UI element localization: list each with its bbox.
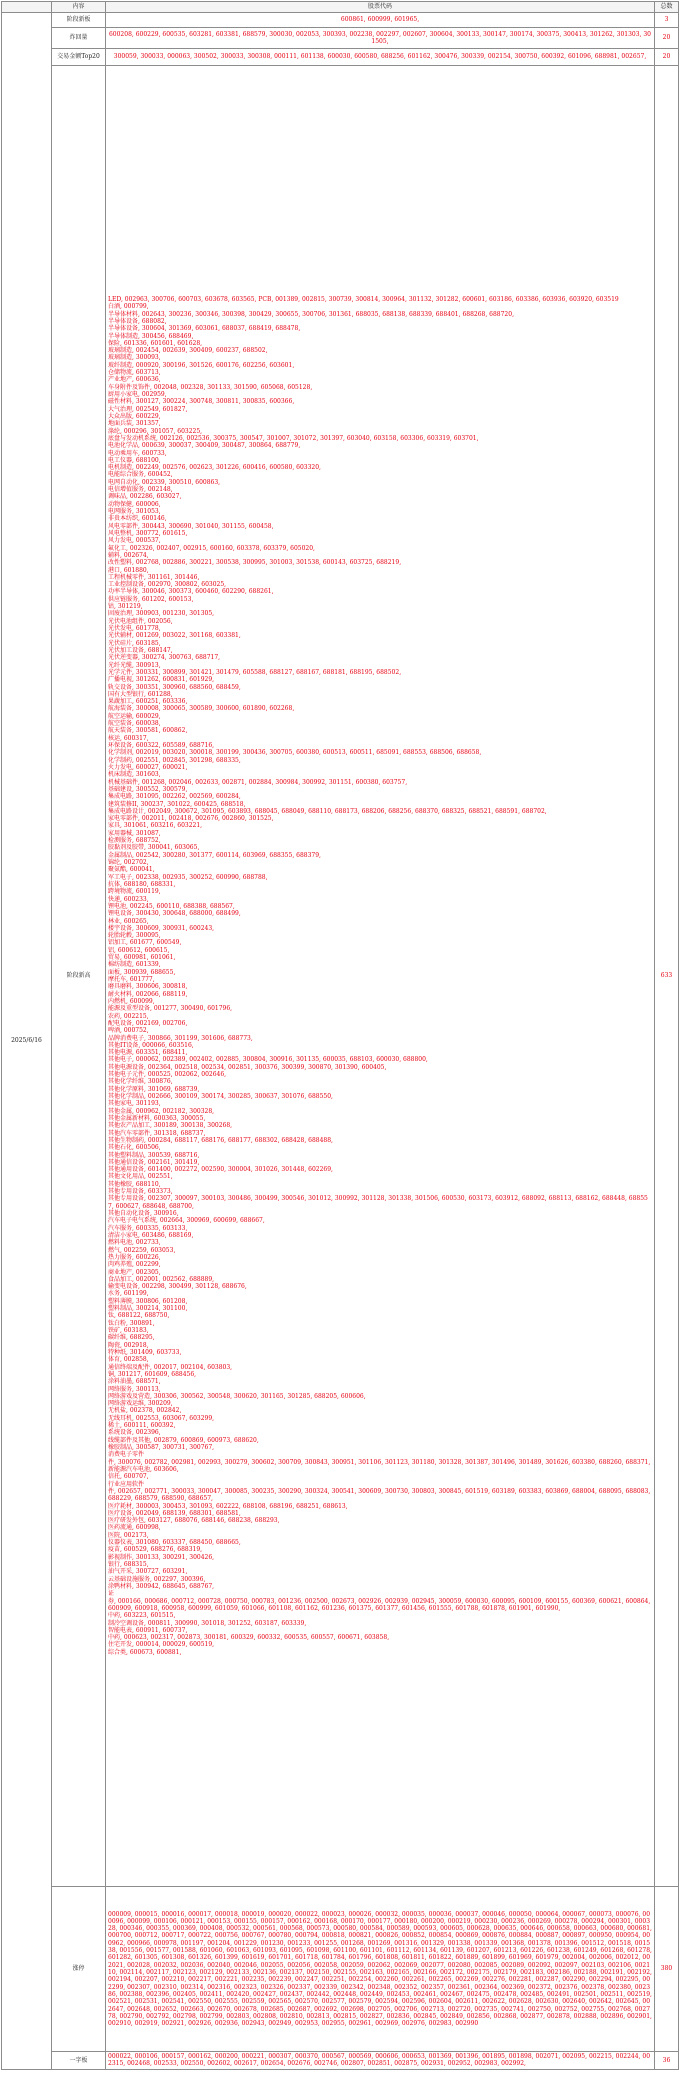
codes-limit-up: 000009, 000015, 000016, 000017, 000018, 000019, 000020, 000022, 000023, 000026, 000032, 000035, 000036, 000037, 000046, 000050, 000064, 000067, 000073, 000076, 000096, 000099, 000106, 000121, 000153, 000155, 000157, 000162, 000168, 000170, 000177, 000180, 000200, 000219, 000230, 000236, 000269, 000278, 000294, 000301, 000328, 000346, 000355, 000369, 000408, 000532, 000561, 000568, 000573, 000580, 000584, 000589, 000593, 000605, 000628, 000635, 000646, 000658, 000663, 000680, 000681, 000700, 000712, 000717, 000722, 000756, 000767, 000780, 000794, 000818, 000821, 000826, 000852, 000854, 000869, 000876, 000884, 000887, 000897, 000950, 000954, 000962, 000966, 000978, 001197, 001204, 001229, 001230, 001233, 001255, 001268, 001269, 001316, 001329, 001338, 001339, 001368, 001378, 001396, 001512, 001518, 001538, 001556, 001577, 001588, 601060, 601063, 601093, 601095, 601098, 601100, 601101, 601112, 601134, 601139, 601207, 601213, 601226, 601238, 601249, 601268, 601278, 601282, 601305, 601308, 601326, 601399, 601619, 601701, 601718, 601784, 601796, 601808, 601811, 601822, 601889, 601899, 601969, 601979, 002004, 002006, 002012, 002021, 002028, 002032, 002036, 002040, 002046, 002055, 002056, 002058, 002059, 002062, 002069, 002077, 002080, 002085, 002089, 002092, 002097, 002103, 002106, 002110, 002114, 002117, 002123, 002129, 002133, 002136, 002137, 002150, 002155, 002163, 002165, 002166, 002172, 002175, 002179, 002183, 002186, 002188, 002191, 002192, 002194, 002207, 002210, 002217, 002221, 002235, 002239, 002247, 002251, 002254, 002260, 002261, 002265, 002269, 002276, 002281, 002287, 002290, 002294, 002295, 002299, 002307, 002310, 002314, 002316, 002323, 002326, 002337, 002339, 002342, 002348, 002352, 002357, 002361, 002364, 002369, 002372, 002376, 002378, 002380, 002386, 002388, 002396, 002405, 002411, 002420, 002427, 002437, 002442, 002448, 002449, 002453, 002461, 002467, 002475, 002478, 002485, 002491, 002501, 002511, 002519, 002521, 002531, 002541, 002550, 002555, 002559, 002565, 002570, 002577, 002579, 002594, 002596, 002604, 002611, 002622, 002628, 002630, 002640, 002642, 002645, 002647, 002648, 002652, 002663, 002670, 002678, 002685, 002687, 002692, 002698, 002705, 002706, 002713, 002720, 002735, 002741, 002750, 002752, 002755, 002768, 002778, 002790, 002792, 002798, 002799, 002803, 002808, 002810, 002813, 002815, 002827, 002836, 002845, 002849, 002856, 002868, 002877, 002878, 002888, 002896, 002901, 002910, 002919, 002921, 002926, 002936, 002943, 002949, 002953, 002955, 002961, 002969, 002976, 002983, 002990 xyxy=(106,1887,655,2052)
sector-line: 其他农产品加工, 300189, 300138, 300268, xyxy=(108,1122,233,1130)
sector-line: 白酒, 000799, xyxy=(108,303,149,311)
sector-line: 商业地产, 002305, xyxy=(108,1268,161,1276)
header-codes: 股票代码 xyxy=(106,2,655,13)
sector-line: 玻璃制造, 300093, xyxy=(108,354,161,362)
sector-line: 工程机械零件, 301161, 301446, xyxy=(108,573,200,581)
sector-line: 云基础设施服务, 002297, 300396, xyxy=(108,1575,206,1583)
sector-line: 清洁小家电, 603486, 688169, xyxy=(108,1231,194,1239)
sector-line: 大众出版, 600229, xyxy=(108,412,161,420)
sector-line: 供应链服务, 601202, 600153, xyxy=(108,595,194,603)
sector-line: 林业, 600265, xyxy=(108,917,149,925)
sector-line: 银行, 688315, xyxy=(108,1561,149,1568)
sector-line: 铁矿, 603183, xyxy=(108,1327,149,1334)
sector-line: 耐火材料, 002066, 688119, xyxy=(108,990,188,998)
sector-line: 铝, 600612, 600615, xyxy=(108,946,170,954)
sector-line: 棉纺制造, 601339, xyxy=(108,961,161,969)
sector-line: 通信终端及配件, 002017, 002104, 603803, xyxy=(108,1363,233,1371)
sector-line: 证 xyxy=(108,1590,115,1598)
sector-line: 其他电子元件, 000525, 002062, 002646, xyxy=(108,1071,227,1079)
sector-line: 塑料薄膜, 300806, 601208, xyxy=(108,1297,188,1305)
sector-line: 其他IT设备, 000066, 603516, xyxy=(108,1041,194,1049)
row-one-word-board xyxy=(2,2052,679,2070)
sector-line: 玻璃制造, 002454, 002639, 300409, 600237, 688502, xyxy=(108,347,268,355)
sector-line: 动物保健, 600006, xyxy=(108,500,161,508)
sector-line: 塑料制品, 300214, 301100, xyxy=(108,1305,188,1313)
sector-line: 玻纤制造, 000920, 300196, 301526, 600176, 602256, 603601, xyxy=(108,361,295,369)
sector-line: 陶瓷, 002918, xyxy=(108,1341,149,1349)
sector-line: 汽车服务, 600335, 603133, xyxy=(108,1224,188,1232)
sector-line: 中药, 000623, 002317, 002873, 300181, 600329, 600332, 600535, 600557, 600671, 603858, xyxy=(108,1634,390,1642)
sector-line: 疫苗, 600529, 688276, 688319, xyxy=(108,1546,203,1554)
sector-line: 锦纶, 002702, xyxy=(108,859,149,866)
sector-line: 风力发电, 000537, xyxy=(108,537,161,545)
sector-line: 电动乘用车, 600733, xyxy=(108,449,167,457)
sector-line: 面板, 300939, 688655, xyxy=(108,968,176,976)
sector-line: 中药, 603223, 601515, xyxy=(108,1612,176,1620)
sector-line: 电信增值服务, 002148, xyxy=(108,486,173,494)
sector-line: 功率半导体, 300046, 300373, 600460, 602290, 688261, xyxy=(108,588,274,596)
sector-line: 燃气, 002259, 603053, xyxy=(108,1246,176,1254)
sector-line: 底盘与发动机系统, 002126, 002536, 300375, 300547, 301007, 301072, 301397, 603040, 603158, 603306, 603319, 603701, xyxy=(108,434,479,442)
sector-line: 车身附件及饰件, 002048, 002328, 301133, 301590, 605068, 605128, xyxy=(108,383,313,391)
sector-line: 医疗研发外包, 603127, 688076, 688146, 688238, 688293, xyxy=(108,1517,280,1525)
sector-line: 检测服务, 688752, xyxy=(108,837,161,845)
sector-line: 啤酒, 000752, xyxy=(108,1027,149,1035)
stock-summary-table xyxy=(1,1,679,2070)
sector-line: 涂料油墨, 688571, xyxy=(108,1378,161,1386)
sector-line: 环保设备, 600322, 605589, 688716, xyxy=(108,742,215,749)
sector-line: 火力发电, 600027, 600021, xyxy=(108,763,188,771)
label-fail-back: 炸回量 xyxy=(52,28,106,49)
row-fail-back xyxy=(2,28,679,49)
total-volume-top20: 20 xyxy=(655,49,679,66)
sector-line: 其他化学制品, 002666, 300109, 300174, 300285, 300637, 301076, 688550, xyxy=(108,1093,333,1100)
sector-line: 热力服务, 600226, xyxy=(108,1253,161,1261)
sector-line: 特种纸, 301409, 603733, xyxy=(108,1348,182,1356)
sector-line: 半导体制造, 300456, 688469, xyxy=(108,332,194,340)
sector-line: 基础建设, 300552, 300579, xyxy=(108,785,188,793)
sector-line: 风电零部件, 300443, 300690, 301040, 301155, 600458, xyxy=(108,522,274,530)
sector-line: 输变电设备, 002298, 300499, 301128, 688676, xyxy=(108,1283,247,1291)
sector-line: 家用器械, 301087, xyxy=(108,829,161,837)
sector-line: 军工电子, 002338, 002935, 300252, 600990, 688788, xyxy=(108,873,268,881)
sector-line: 智能电表, 600911, 600737, xyxy=(108,1626,188,1634)
sector-line: 金属制品, 002542, 300280, 301377, 600114, 603969, 688355, 688379, xyxy=(108,851,321,859)
sector-line: 钴, 301219, xyxy=(108,603,143,611)
sector-line: 仪器仪表, 301080, 603337, 688450, 688665, xyxy=(108,1539,241,1547)
sector-line: 半导体设备, 688082, xyxy=(108,317,167,325)
sector-line: 国有大型银行, 601288, xyxy=(108,690,173,698)
sector-line: 医药流通, 600998, xyxy=(108,1524,161,1532)
sector-line: 电网自动化, 002339, 300510, 600863, xyxy=(108,478,221,486)
sector-line: 电能综合服务, 600452, xyxy=(108,471,173,479)
sector-line: 光伏发电, 601778, xyxy=(108,625,161,632)
total-limit-up: 380 xyxy=(655,1887,679,2052)
sector-line: 其他通信设备, 002161, 301419, xyxy=(108,1158,200,1166)
sector-line: 其他通用设备, 601400, 002272, 002590, 300004, 301026, 301448, 602269, xyxy=(108,1166,333,1174)
total-stage-new-board: 3 xyxy=(655,13,679,28)
sector-line: 无机盐, 002378, 002842, xyxy=(108,1407,182,1415)
sector-line: 家电零部件, 002011, 002418, 002676, 002860, 301525, xyxy=(108,815,274,823)
sector-line: 地面兵装, 301357, xyxy=(108,420,161,428)
sector-line: 半导体设备, 300604, 301369, 603061, 688037, 688419, 688478, xyxy=(108,325,301,333)
sector-line: 产业地产, 600636, xyxy=(108,376,161,384)
sector-line: 住宅开发, 000014, 000029, 600519, xyxy=(108,1641,215,1649)
sector-line: 光伏电池组件, 002056, xyxy=(108,617,173,625)
sector-line: 券, 000166, 000686, 000712, 000728, 000750, 000783, 001236, 002500, 002673, 002926, 002939, 002945, 300059, 600030, 600095, 600109, 600155, 600369, 600621, 600864, 600909, 600918, 600958, 600999, 601059, 601066, 601108, 601162, 601236, 601375, 601377, 601456, 601555, 601788, 601878, 601901, 601990, xyxy=(108,1597,651,1612)
sector-line: 网络游戏及营造, 300306, 300562, 300548, 300620, 301165, 301285, 688205, 600606, xyxy=(108,1392,366,1400)
sector-line: LED, 002963, 300706, 600703, 603678, 603565, PCB, 001389, 002815, 300739, 300814, 300964, 301132, 301282, 600601, 603186, 603386, 603936, 603920, 603519 xyxy=(108,295,619,303)
sector-line: 光伏辅材, 001269, 003022, 301168, 603381, xyxy=(108,632,241,640)
sector-line: 其他专用设备, 603373, xyxy=(108,1188,173,1196)
sector-line: 其他专用设备, 002307, 300097, 300103, 300486, 300499, 300546, 301012, 300992, 301128, 301338, 301506, 600530, 603173, 603912, 688092, 688113, 688162, 688448, 688557, 600627, 688648, 688700, xyxy=(108,1195,648,1210)
sector-line: 件, 002657, 002771, 300033, 300047, 300085, 300235, 300290, 300324, 300541, 300609, 300730, 300803, 300845, 601519, 603189, 603383, 603869, 688004, 688095, 688083, 688229, 688579, 688590, 688657, xyxy=(108,1487,651,1503)
header-content: 内容 xyxy=(52,2,106,13)
label-one-word-board: 一字板 xyxy=(52,2052,106,2070)
sector-line: 橡胶制品, 300587, 300731, 300767, xyxy=(108,1444,215,1451)
sector-line: 农药, 002215, xyxy=(108,1012,149,1020)
sector-line: 贸易, 600981, 601061, xyxy=(108,954,176,962)
sector-line: 非贵本纺织, 600146, xyxy=(108,515,167,523)
sector-line: 碳纤维, 688295, xyxy=(108,1334,155,1342)
sector-line: 食品加工, 002001, 002562, 688889, xyxy=(108,1275,215,1283)
total-one-word-board: 36 xyxy=(655,2052,679,2070)
total-stage-new-high: 633 xyxy=(655,66,679,1887)
sector-line: 电工仪器, 688100, xyxy=(108,456,161,464)
sector-line: 快递, 600233, xyxy=(108,895,149,903)
codes-stage-new-high xyxy=(106,66,655,1887)
sector-line: 医疗设备, 002049, 688139, 688301, 688581, xyxy=(108,1509,241,1517)
sector-line: 医疗耗材, 300003, 300453, 301093, 602222, 688108, 688196, 688251, 688613, xyxy=(108,1502,348,1510)
sector-line: 铜, 301217, 601609, 688456, xyxy=(108,1370,197,1378)
sector-line: 改性塑料, 002768, 002886, 300221, 300538, 300995, 301003, 301538, 600143, 603725, 688219, xyxy=(108,559,402,567)
sector-line: 其他石化, 600506, xyxy=(108,1144,161,1152)
sector-line: 稀土, 600111, 600392, xyxy=(108,1422,176,1430)
sector-line: 核运, 600317, xyxy=(108,734,149,742)
sector-line: 航空装备, 600038, xyxy=(108,720,161,728)
sector-line: 光学元件, 300331, 300899, 301421, 301479, 605588, 688127, 688167, 688181, 688195, 688502, xyxy=(108,668,402,676)
sector-line: 辅料, 002674, xyxy=(108,551,149,559)
sector-line: 仓储物流, 603713, xyxy=(108,369,161,377)
sector-line: 化学制药, 002551, 002845, 301298, 688335, xyxy=(108,756,241,764)
sector-line: 制冷空调设备, 000811, 300990, 301018, 301252, 603187, 603339, xyxy=(108,1619,307,1627)
sector-line: 广播电视, 301262, 600831, 601929, xyxy=(108,676,215,684)
sector-line: 集成电路, 301095, 002262, 002569, 600284, xyxy=(108,793,241,801)
header-blank xyxy=(2,2,52,13)
sector-line: 调味品, 002286, 603027, xyxy=(108,493,182,501)
sector-line: 其他电源, 603351, 688411, xyxy=(108,1049,188,1057)
row-stage-new-board xyxy=(2,13,679,28)
sector-line: 厨用小家电, 002959, xyxy=(108,391,167,398)
sector-line: 网络游戏运维, 300209, xyxy=(108,1400,173,1408)
sector-line: 大气治理, 002549, 601827, xyxy=(108,405,188,413)
sector-line: 其他汽车零部件, 301318, 688737, xyxy=(108,1129,206,1137)
sector-line: 肉鸡养殖, 002299, xyxy=(108,1261,161,1269)
codes-one-word-board: 000022, 000106, 000157, 000162, 000200, 000221, 000307, 000370, 000567, 000569, 000606, 000653, 001369, 001396, 001895, 001898, 002071, 002095, 002215, 002244, 002315, 002468, 002533, 002550, 002602, 002617, 002654, 002676, 002746, 002807, 002851, 002875, 002931, 002952, 002983, 002992, xyxy=(106,2052,655,2070)
sector-line: 能源及重型设备, 001277, 300490, 601796, xyxy=(108,1005,233,1013)
sector-line: 钛, 688122, 688750, xyxy=(108,1312,170,1320)
sector-line: 果蔬加工, 600251, 603336, xyxy=(108,698,188,706)
sector-line: 磁性材料, 300127, 300224, 300748, 300811, 300835, 600366, xyxy=(108,398,295,406)
sector-line: 航天装备, 300581, 600862, xyxy=(108,727,188,735)
sector-line: 无线耳机, 002553, 603067, 603299, xyxy=(108,1414,215,1422)
sector-line: 行业应用软件 xyxy=(108,1480,145,1488)
sector-line: 磨具磨料, 300606, 300818, xyxy=(108,983,188,991)
sector-line: 其他塑料制品, 300539, 688716, xyxy=(108,1151,200,1159)
sector-line: 光伏硅片, 603185, xyxy=(108,639,161,647)
sector-line: 线缆部件及其他, 002879, 600869, 600973, 688620, xyxy=(108,1436,259,1444)
sector-line: 涂鸭材料, 300942, 688645, 688767, xyxy=(108,1582,215,1590)
sector-line: 电网服务, 301053, xyxy=(108,508,161,515)
sector-line: 件, 300076, 002782, 002981, 002993, 300279, 300602, 300709, 300843, 300951, 301106, 301123, 301180, 301328, 301387, 301496, 301489, 301626, 603380, 688260, 688371, xyxy=(108,1458,651,1466)
sector-line: 水务, 601199, xyxy=(108,1290,149,1298)
sector-line: 航海装备, 300008, 300065, 300589, 300600, 601890, 602268, xyxy=(108,705,295,713)
sector-line: 工业控制设备, 002970, 300802, 603025, xyxy=(108,581,227,589)
sector-line: 其他生物制药, 000284, 688117, 688176, 688177, 688302, 688428, 688488, xyxy=(108,1136,333,1144)
sector-line: 电池化学品, 000639, 300037, 300409, 300487, 300864, 688779, xyxy=(108,442,301,450)
sector-line: 其他家电, 301193, xyxy=(108,1100,161,1108)
sector-line: 锂电设备, 300430, 300648, 688000, 688499, xyxy=(108,910,241,918)
sector-line: 品牌消费电子, 300866, 301199, 301606, 688773, xyxy=(108,1034,253,1042)
sector-line: 其他化学纤维, 300876, xyxy=(108,1078,173,1086)
sector-line: 其他金属新材料, 600363, 300055, xyxy=(108,1114,206,1122)
sector-line: 其他金属, 000962, 002182, 300328, xyxy=(108,1107,215,1115)
sector-line: 燃料电池, 002733, xyxy=(108,1239,161,1247)
sector-line: 信托, 600707, xyxy=(108,1473,149,1481)
sector-line: 电机制造, 002249, 002576, 002623, 301226, 600416, 600580, 603320, xyxy=(108,464,321,472)
row-stage-new-high xyxy=(2,66,679,1887)
sector-line: 综合类, 600673, 600881, xyxy=(108,1648,182,1656)
sector-line: 固废治理, 300903, 001230, 301305, xyxy=(108,610,215,618)
sector-line: 光纤光缆, 300913, xyxy=(108,661,161,669)
label-stage-new-board: 阶段新板 xyxy=(52,13,106,28)
sector-line: 油气开采, 300727, 603291, xyxy=(108,1568,188,1576)
sector-line: 半导体材料, 002643, 300236, 300346, 300398, 300429, 300655, 300706, 301361, 688035, 688138, 688339, 688401, 688268, 688720, xyxy=(108,310,514,318)
sector-line: 机床制造, 301603, xyxy=(108,771,161,779)
sector-line: 汽车电子电气系统, 002664, 300969, 600699, 688667, xyxy=(108,1217,265,1225)
sector-line: 消费电子零件 xyxy=(108,1451,145,1459)
sector-line: 轨交设备, 300351, 300960, 688560, 688459, xyxy=(108,683,241,691)
header-row xyxy=(2,2,679,13)
total-fail-back: 20 xyxy=(655,28,679,49)
sector-line: 钛白粉, 300891, xyxy=(108,1319,155,1327)
sector-line: 光伏加工设备, 688147, xyxy=(108,646,173,654)
sector-line: 港口, 601880, xyxy=(108,566,149,574)
sector-line: 机械基础件, 001268, 002046, 002633, 002871, 002884, 300984, 300992, 301151, 600380, 603757, xyxy=(108,778,408,786)
sector-line: 化学制剂, 002019, 003020, 300018, 300199, 300436, 300705, 600380, 600513, 600511, 685091, 688553, 688506, 688658, xyxy=(108,749,482,757)
sector-line: 胶黏剂及胶带, 300041, 603065, xyxy=(108,844,200,852)
sector-line: 轮胎轮毂, 300095, xyxy=(108,932,161,940)
date-cell: 2025/6/16 xyxy=(2,13,52,2070)
sector-line: 医院, 002173, xyxy=(108,1531,149,1539)
sector-line: 家具, 301061, 603216, 603221, xyxy=(108,822,203,830)
sector-line: 光伏逆变器, 300274, 300763, 688717, xyxy=(108,654,221,662)
row-limit-up xyxy=(2,1887,679,2052)
codes-fail-back: 600208, 600229, 600535, 603281, 603381, 688579, 300030, 002053, 300393, 002238, 002297, 002607, 300604, 300133, 300147, 300174, 300375, 300413, 301262, 301303, 301505, xyxy=(106,28,655,49)
sector-line: 其他文化用品, 002551, xyxy=(108,1173,173,1181)
sector-line: 建筑装修II, 300237, 301022, 600425, 688518, xyxy=(108,800,246,808)
sector-line: 风电整机, 300772, 601615, xyxy=(108,529,188,537)
sector-line: 摩托车, 601777, xyxy=(108,976,155,983)
row-volume-top20 xyxy=(2,49,679,66)
sector-line: 航空运输, 600029, xyxy=(108,712,161,720)
sector-line: 聚氨酯, 600041, xyxy=(108,866,155,874)
sector-line: 集成电路设计, 002049, 300672, 301095, 603893, 688045, 688049, 688110, 688173, 688206, 688256, 688370, 688325, 688521, 688591, 688702, xyxy=(108,807,547,815)
sector-line: 跨境物流, 600119, xyxy=(108,888,161,896)
sector-line: 其他电源设备, 002364, 002518, 002534, 002851, 300376, 300399, 300870, 301390, 600405, xyxy=(108,1063,387,1071)
sector-line: 配电设备, 002169, 002706, xyxy=(108,1019,188,1027)
sector-line: 网络服务, 300113, xyxy=(108,1385,161,1393)
sector-line: 新能源汽车电池, 603606, xyxy=(108,1465,179,1473)
sector-line: 其他橡胶, 688110, xyxy=(108,1180,161,1188)
sector-line: 氟化工, 002326, 002407, 002915, 600160, 603378, 603379, 605020, xyxy=(108,544,315,552)
sector-line: 系统设备, 002396, xyxy=(108,1429,161,1437)
sector-line: 内燃机, 600099, xyxy=(108,997,155,1005)
label-limit-up: 涨停 xyxy=(52,1887,106,2052)
sector-line: 抗体, 688180, 688331, xyxy=(108,880,176,888)
sector-line: 影视制作, 300133, 300291, 300426, xyxy=(108,1553,215,1561)
sector-line: 楼宇设备, 300609, 300931, 600243, xyxy=(108,924,215,932)
sector-line: 锂电池, 002245, 600110, 688388, 688567, xyxy=(108,902,235,910)
sector-line: 铝加工, 601677, 600549, xyxy=(108,939,182,947)
sector-line: 保险, 601336, 601601, 601628, xyxy=(108,339,203,347)
codes-stage-new-board: 600861, 600999, 601965, xyxy=(106,13,655,28)
sector-line: 体育, 002858, xyxy=(108,1356,149,1364)
label-stage-new-high: 阶段新高 xyxy=(52,66,106,1887)
sector-line: 涤纶, 000296, 301057, 603225, xyxy=(108,427,203,435)
label-volume-top20: 交易金额Top20 xyxy=(52,49,106,66)
header-total: 总数 xyxy=(655,2,679,13)
sector-line: 其他化学原料, 301069, 688739, xyxy=(108,1085,200,1093)
codes-volume-top20: 300059, 300033, 000063, 300502, 300033, 300308, 000111, 601138, 600030, 600580, 688256, 601162, 300476, 300339, 002154, 300750, 600392, 601096, 688981, 002657, xyxy=(106,49,655,66)
sector-line: 其他自动化设备, 300916, xyxy=(108,1210,179,1217)
sector-line: 其他电子, 000062, 002389, 002402, 002885, 300804, 300916, 301135, 600035, 688103, 600030, 688800, xyxy=(108,1056,428,1064)
